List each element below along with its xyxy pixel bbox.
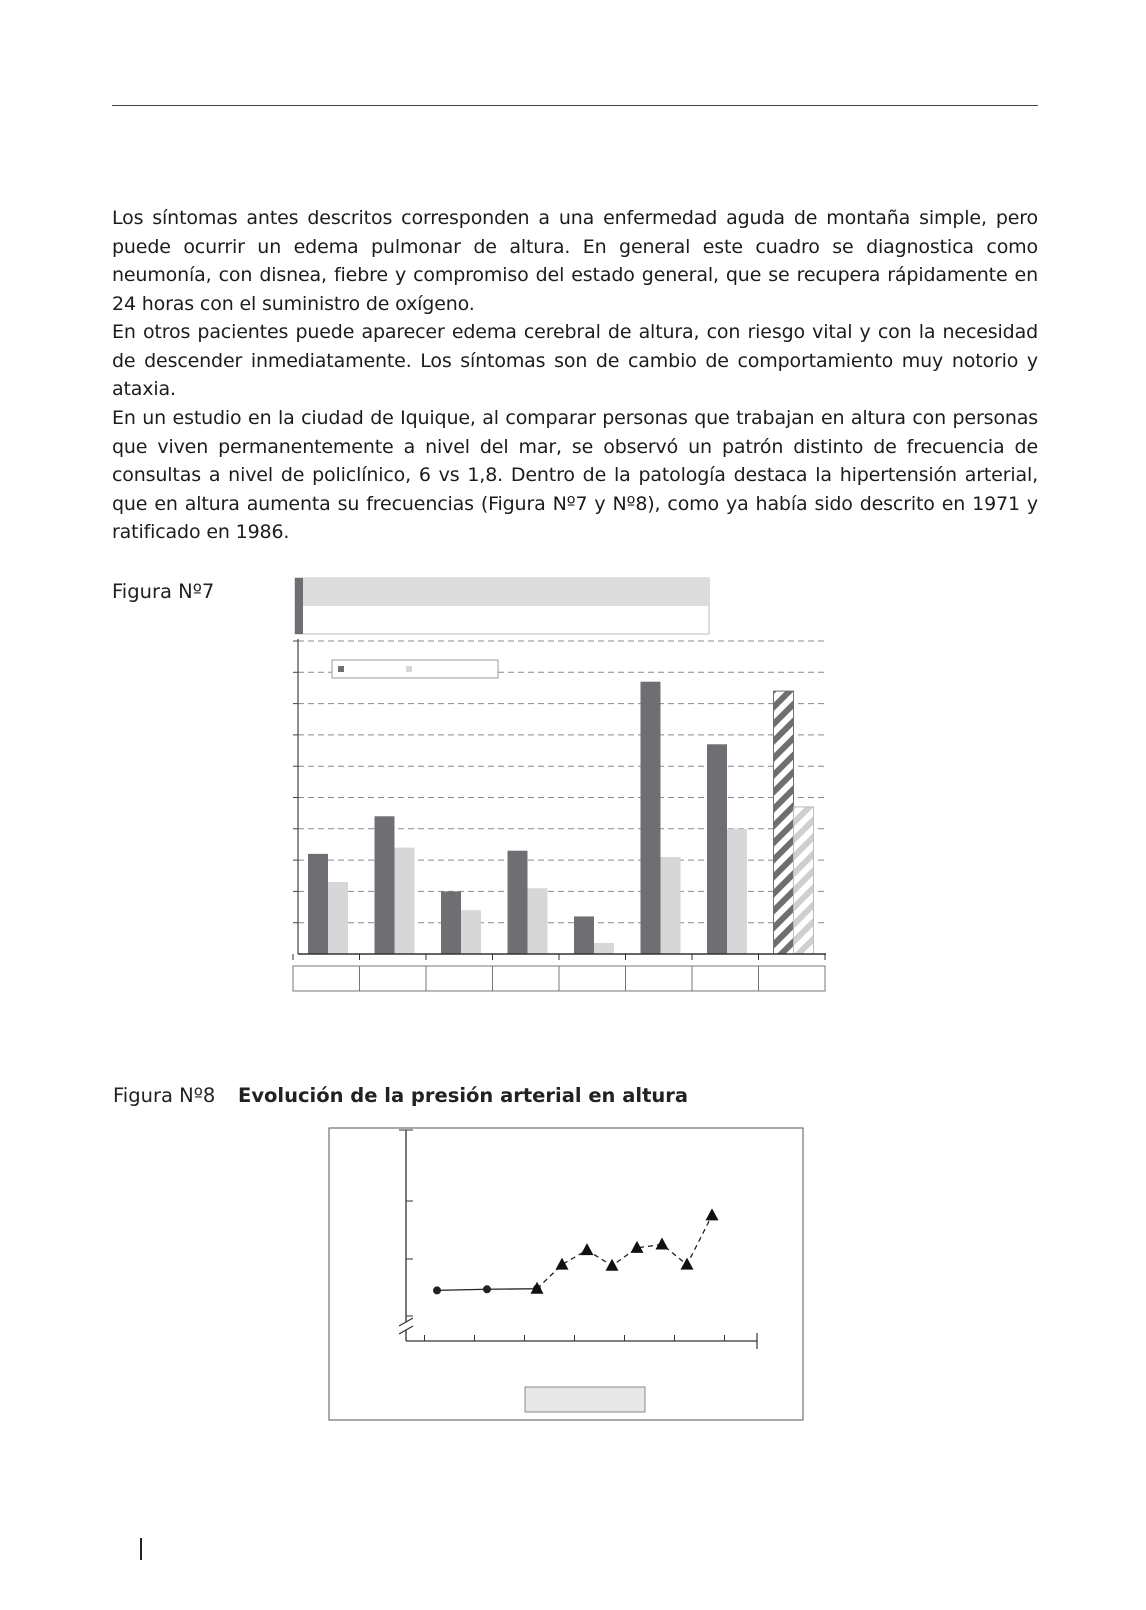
category-label-cell [692,966,759,991]
page-number-mark [140,1538,142,1560]
bar-series1 [375,816,395,954]
category-label-cell [559,966,626,991]
figure7-bars [308,682,814,954]
figure8-xaxis-caption-box [525,1387,645,1412]
bar-series2 [661,857,681,954]
category-label-cell [360,966,427,991]
paragraph-estudio-iquique: En un estudio en la ciudad de Iquique, al comparar personas que trabajan en altura con personas que viven permanentemente a nivel del mar, se observó un patrón distinto de frecuencia de consultas a nivel de policlínico, 6 vs 1,8. Dentro de la patología destaca la hipertensión arterial, que en altura aumenta su frecuencias (Figura Nº7 y Nº8), como ya había sido descrito en 1971 y ratificado en 1986. [112,407,1038,543]
bar-series2 [395,848,415,954]
legend-swatch-dark [338,666,344,672]
figure7-header-box [295,578,709,634]
category-label-cell [493,966,560,991]
figure8-label: Figura Nº8 [113,1084,216,1107]
bar-series1 [574,916,594,954]
paragraph-edema-cerebral: En otros pacientes puede aparecer edema cerebral de altura, con riesgo vital y con la necesidad de descender inmediatamente. Los síntomas son de cambio de comportamiento muy notorio y ataxia. [112,321,1038,400]
bar-series2 [594,943,614,954]
category-label-cell [626,966,693,991]
figure8-title: Evolución de la presión arterial en altura [238,1084,689,1107]
bar-series2 [727,829,747,954]
bar-series2 [328,882,348,954]
legend-swatch-light [406,666,412,672]
bar-series1 [508,851,528,954]
paragraph-edema-pulmonar: Los síntomas antes descritos corresponden a una enfermedad aguda de montaña simple, pero puede ocurrir un edema pulmonar de altura. En general este cuadro se diagnostica como neumonía, con disnea, fiebre y compromiso del estado general, que se recupera rápidamente en 24 horas con el suministro de oxígeno. [112,207,1038,315]
bar-series1 [641,682,661,954]
bar-series1 [774,691,794,954]
bar-series1 [308,854,328,954]
bar-series2 [528,888,548,954]
data-point-circle [483,1285,491,1293]
data-point-circle [433,1286,441,1294]
category-label-cell [426,966,493,991]
category-label-cell [759,966,826,991]
bar-series2 [461,910,481,954]
figure8-line-chart [329,1128,803,1420]
bar-series1 [441,891,461,954]
figure7-legend [332,660,498,678]
figure7-bar-chart [293,639,826,991]
bar-series1 [707,744,727,954]
category-label-cell [293,966,360,991]
bar-series2 [794,807,814,954]
figure7-label: Figura Nº7 [112,580,215,603]
figure8-frame [329,1128,803,1420]
